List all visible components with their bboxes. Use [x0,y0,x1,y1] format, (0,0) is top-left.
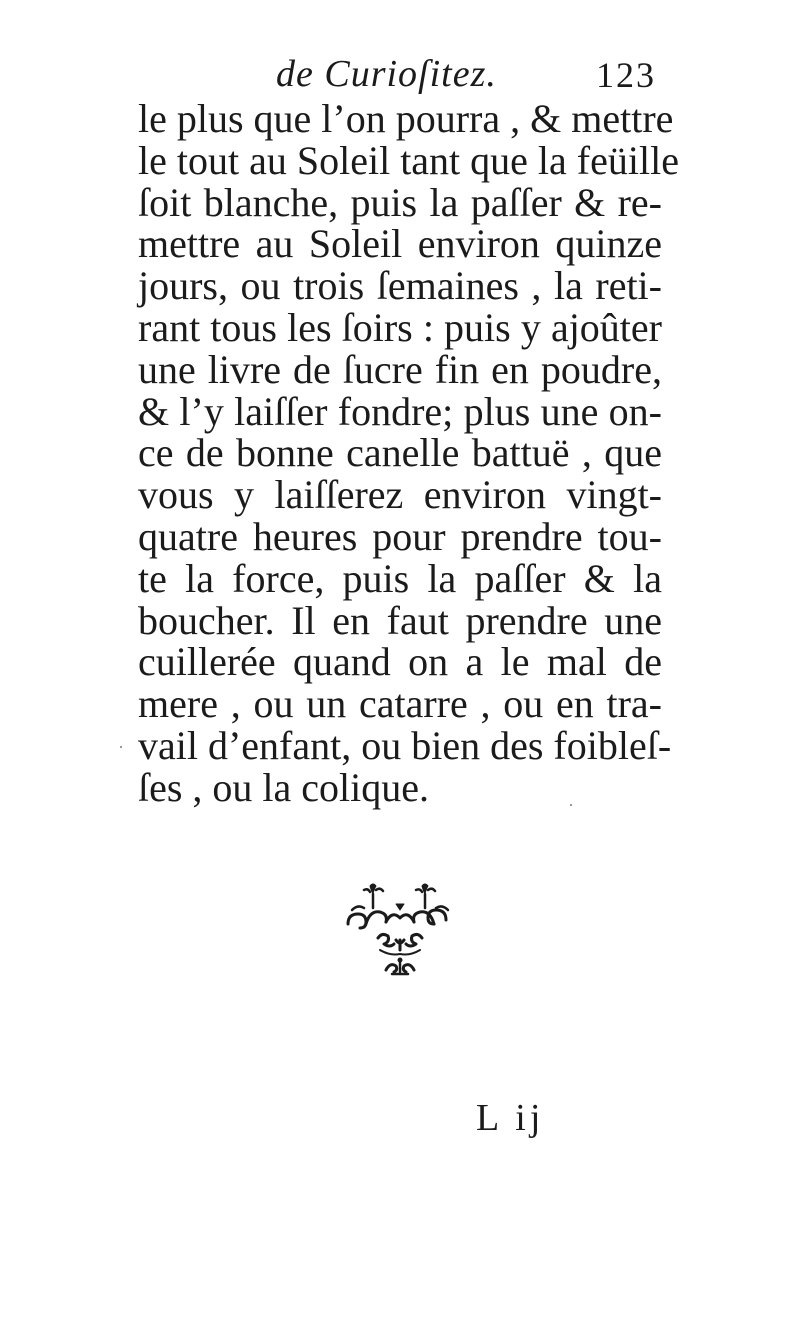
paper-speck [570,804,572,806]
running-head [0,52,800,102]
text-line: & l’y laiſſer fondre; plus une on- [138,388,662,434]
text-line: rant tous les ſoirs : puis y ajoûter [138,304,662,350]
running-head-title: de Curioſitez. [276,53,497,95]
signature-mark: L ij [476,1097,545,1139]
text-line: te la force, puis la paſſer & la [138,555,662,601]
text-line: une livre de ſucre fin en poudre, [138,346,662,392]
text-line: quatre heures pour prendre tou- [138,513,662,559]
text-line: mettre au Soleil environ quinze [138,221,662,267]
page-number: 123 [596,55,656,95]
text-line: vail d’enfant, ou bien des foibleſ- [138,722,672,768]
text-line: vous y laiſſerez environ vingt- [138,472,662,518]
text-line: le tout au Soleil tant que la feüille [138,137,679,183]
text-line: mere , ou un catarre , ou en tra- [138,681,662,727]
text-line: le plus que l’on pourra , & mettre [138,96,674,141]
fleuron-ornament-icon [340,880,460,984]
body-text [138,96,679,810]
text-line-last: ſes , ou la colique. [138,764,430,810]
text-line: ce de bonne canelle battuë , que [138,430,662,476]
text-line: boucher. Il en faut prendre une [138,597,662,643]
paper-speck [120,746,122,748]
text-line: jours, ou trois ſemaines , la reti- [138,263,662,309]
text-line: cuillerée quand on a le mal de [138,639,662,685]
text-line: ſoit blanche, puis la paſſer & re- [138,179,662,225]
